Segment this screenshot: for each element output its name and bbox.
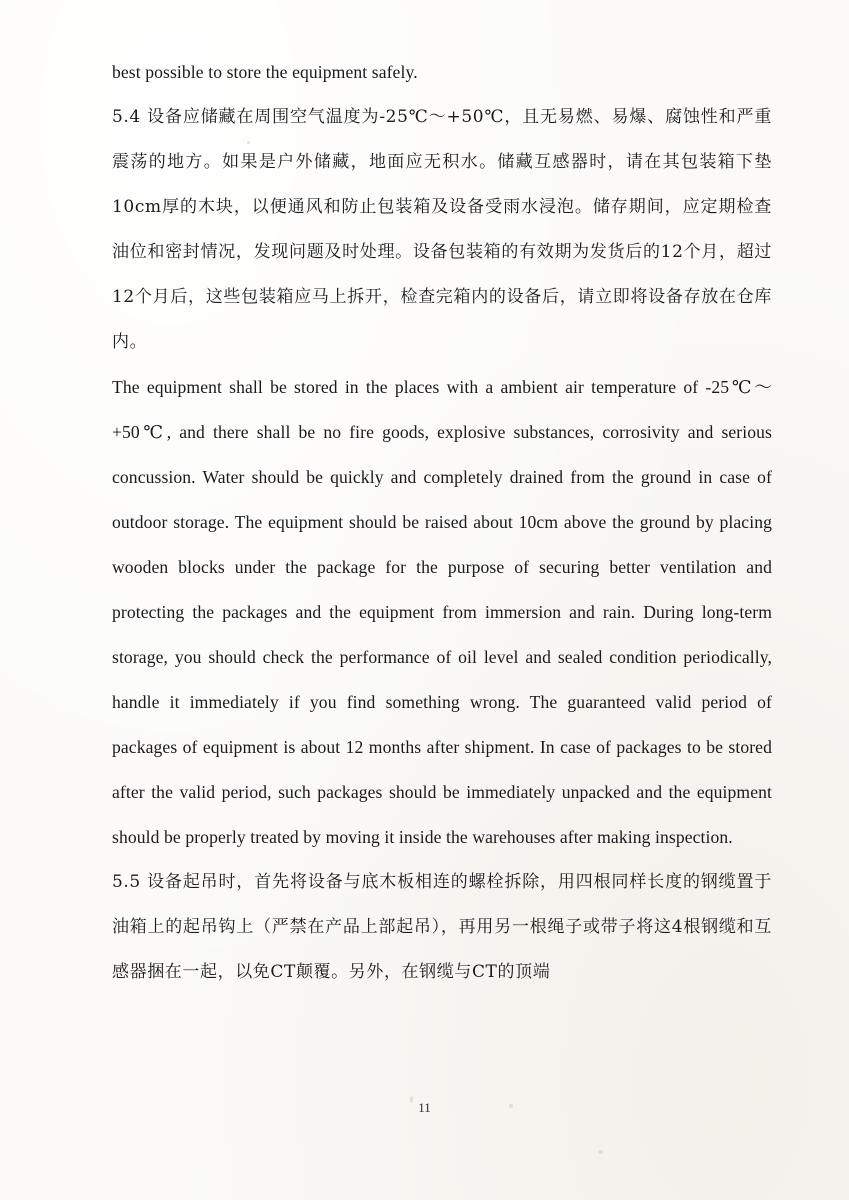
paragraph-block: [112, 95, 772, 365]
paragraph-block: [112, 860, 772, 995]
scan-speck: [598, 1150, 603, 1154]
paragraph-block: [112, 50, 772, 95]
paragraph-intro-continuation: best possible to store the equipment safely.: [112, 62, 418, 82]
paragraph-5-4-english: The equipment shall be stored in the places with a ambient air temperature of -25℃～+50℃, and there shall be no fire goods, explosive substances, corrosivity and serious concussion. Water should be quickly and completely drained from the ground in case of outdoor storage. The equipment should be raised about 10cm above the ground by placing wooden blocks under the package for the purpose of securing better ventilation and protecting the packages and the equipment from immersion and rain. During long-term storage, you should check the performance of oil level and sealed condition periodically, handle it immediately if you find something wrong. The guaranteed valid period of packages of equipment is about 12 months after shipment. In case of packages to be stored after the valid period, such packages should be immediately unpacked and the equipment should be properly treated by moving it inside the warehouses after making inspection.: [112, 377, 772, 847]
paragraph-5-4-chinese: 5.4 设备应储藏在周围空气温度为-25℃～+50℃，且无易燃、易爆、腐蚀性和严重震荡的地方。如果是户外储藏，地面应无积水。储藏互感器时，请在其包装箱下垫10cm厚的木块，以便通风和防止包装箱及设备受雨水浸泡。储存期间，应定期检查油位和密封情况，发现问题及时处理。设备包装箱的有效期为发货后的12个月，超过12个月后，这些包装箱应马上拆开，检查完箱内的设备后，请立即将设备存放在仓库内。: [112, 107, 772, 352]
paragraph-5-5-chinese: 5.5 设备起吊时，首先将设备与底木板相连的螺栓拆除，用四根同样长度的钢缆置于油箱上的起吊钩上（严禁在产品上部起吊），再用另一根绳子或带子将这4根钢缆和互感器捆在一起，以免CT颠覆。另外，在钢缆与CT的顶端: [112, 872, 772, 982]
page-number: 11: [418, 1100, 431, 1115]
paragraph-block: [112, 365, 772, 860]
document-body: [112, 50, 772, 995]
